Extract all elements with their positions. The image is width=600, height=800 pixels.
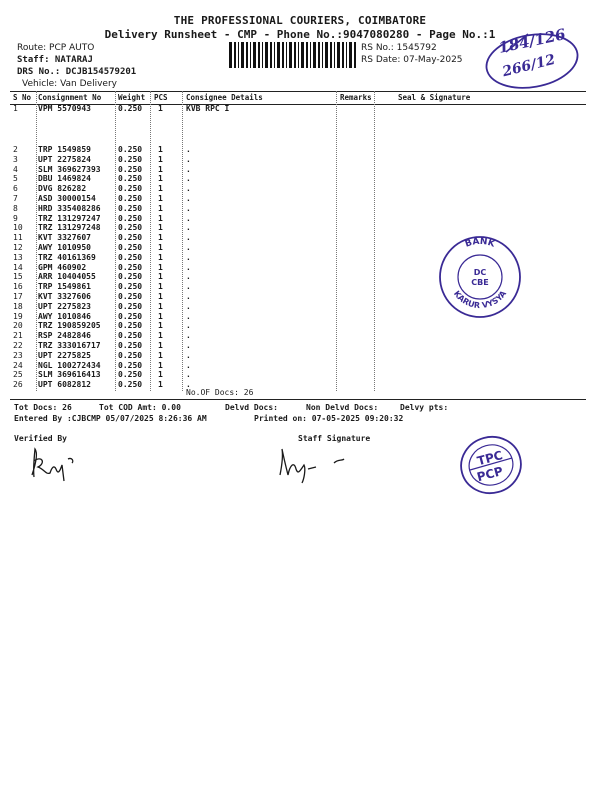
row-pcs: 1 [158,184,163,194]
row-consignment-no: ASD 30000154 [38,194,96,203]
col-remarks: Remarks [340,93,372,102]
row-consignment-no: TRZ 131297247 [38,213,101,223]
row-weight: 0.250 [118,104,143,113]
barcode [229,42,356,68]
row-sno: 4 [13,164,18,174]
table-row [0,223,600,233]
row-consignee-details: . [186,341,191,350]
row-consignment-no: TRZ 190859205 [38,321,101,331]
table-row [0,155,600,165]
row-consignment-no: SLM 369627393 [38,164,101,174]
col-sno: S No [13,93,32,102]
row-sno: 19 [13,311,23,321]
tpc-stamp-bottom-text: PCP [475,463,505,485]
row-consignee-details: KVB RPC I [186,104,230,113]
row-consignee-details: . [186,301,191,311]
printed-on: Printed on: 07-05-2025 09:20:32 [254,414,404,423]
col-consignment: Consignment No [38,93,102,102]
total-cod-amount: Tot COD Amt: 0.00 [99,403,181,412]
row-weight: 0.250 [118,145,143,154]
row-consignee-details: . [186,311,191,321]
row-pcs: 1 [158,243,163,252]
tpc-stamp-top-text: TPC [475,448,505,469]
row-weight: 0.250 [118,301,143,311]
row-consignee-details: . [186,194,191,203]
row-pcs: 1 [158,321,163,331]
row-weight: 0.250 [118,184,143,194]
non-delivered-docs: Non Delvd Docs: [306,403,379,412]
row-weight: 0.250 [118,243,143,252]
row-sno: 16 [13,282,23,292]
row-sno: 1 [13,104,18,113]
total-docs: Tot Docs: 26 [14,403,72,412]
row-consignee-details: . [186,154,191,164]
row-pcs: 1 [158,331,163,341]
row-weight: 0.250 [118,233,143,243]
row-pcs: 1 [158,164,163,174]
row-consignee-details: . [186,370,191,380]
row-consignment-no: DVG 826282 [38,184,87,194]
row-weight: 0.250 [118,341,143,350]
row-weight: 0.250 [118,194,143,203]
row-weight: 0.250 [118,311,143,321]
row-consignment-no: TRZ 131297248 [38,223,101,233]
row-pcs: 1 [158,311,163,321]
row-weight: 0.250 [118,350,143,360]
row-sno: 3 [13,154,18,164]
row-sno: 17 [13,292,23,301]
row-consignment-no: TRZ 333016717 [38,341,101,350]
route-label: Route: PCP AUTO [17,43,95,53]
row-sno: 11 [13,233,23,243]
table-row [0,174,600,184]
table-header [10,91,586,105]
row-weight: 0.250 [118,252,143,262]
row-consignment-no: TRP 1549859 [38,145,91,154]
row-weight: 0.250 [118,174,143,184]
row-consignee-details: . [186,262,191,272]
row-weight: 0.250 [118,331,143,341]
row-weight: 0.250 [118,203,143,213]
row-consignment-no: ARR 10404055 [38,272,96,282]
row-pcs: 1 [158,223,163,233]
row-pcs: 1 [158,154,163,164]
row-pcs: 1 [158,301,163,311]
col-consignee: Consignee Details [186,93,263,102]
delivery-points: Delvy pts: [400,403,449,412]
row-pcs: 1 [158,262,163,272]
footer-separator [10,399,586,400]
col-weight: Weight [118,93,146,102]
row-weight: 0.250 [118,282,143,292]
col-seal-signature: Seal & Signature [398,93,471,102]
row-consignment-no: TRP 1549861 [38,282,91,292]
row-consignee-details: . [186,174,191,184]
row-pcs: 1 [158,252,163,262]
row-consignment-no: UPT 2275823 [38,301,91,311]
tpc-pcp-stamp [458,434,524,496]
number-of-docs: No.OF Docs: 26 [186,388,254,397]
row-sno: 24 [13,360,23,370]
row-pcs: 1 [158,174,163,184]
row-weight: 0.250 [118,164,143,174]
annotation-line-2: 266/12 [500,51,557,81]
row-sno: 26 [13,380,23,390]
row-sno: 12 [13,243,23,252]
row-sno: 7 [13,194,18,203]
delivered-docs: Delvd Docs: [225,403,278,412]
table-row [0,380,600,390]
bank-stamp-center-a: DC [473,268,487,277]
row-consignment-no: UPT 6082812 [38,380,91,390]
row-consignee-details: . [186,272,191,282]
row-consignment-no: TRZ 40161369 [38,252,96,262]
staff-label: Staff: NATARAJ [17,55,93,65]
row-consignment-no: DBU 1469824 [38,174,91,184]
table-row [0,104,600,114]
table-row [0,351,600,361]
row-consignment-no: UPT 2275825 [38,350,91,360]
row-sno: 10 [13,223,23,233]
row-consignee-details: . [186,164,191,174]
row-sno: 6 [13,184,18,194]
row-consignee-details: . [186,360,191,370]
row-pcs: 1 [158,370,163,380]
row-consignee-details: . [186,292,191,301]
bank-stamp-bottom-text: KARUR VYSYA [451,289,509,311]
row-consignment-no: SLM 369616413 [38,370,101,380]
row-sno: 8 [13,203,18,213]
row-sno: 5 [13,174,18,184]
table-row [0,214,600,224]
row-consignee-details: . [186,233,191,243]
staff-signature [274,445,364,485]
row-pcs: 1 [158,341,163,350]
table-row [0,370,600,380]
row-consignee-details: . [186,321,191,331]
row-consignee-details: . [186,213,191,223]
table-row [0,184,600,194]
row-sno: 9 [13,213,18,223]
row-sno: 21 [13,331,23,341]
table-row [0,194,600,204]
row-consignment-no: AWY 1010950 [38,243,91,252]
verified-by-label: Verified By [14,434,67,443]
row-consignee-details: . [186,184,191,194]
row-pcs: 1 [158,203,163,213]
row-consignee-details: . [186,203,191,213]
rs-date: RS Date: 07-May-2025 [361,55,463,65]
row-weight: 0.250 [118,380,143,390]
row-sno: 22 [13,341,23,350]
row-weight: 0.250 [118,292,143,301]
table-row [0,321,600,331]
row-consignment-no: KVT 3327607 [38,233,91,243]
row-sno: 13 [13,252,23,262]
row-consignee-details: . [186,350,191,360]
row-consignee-details: . [186,223,191,233]
table-row [0,361,600,371]
row-weight: 0.250 [118,213,143,223]
staff-signature-label: Staff Signature [298,434,371,443]
row-pcs: 1 [158,213,163,223]
row-consignment-no: HRD 335408286 [38,203,101,213]
row-consignment-no: VPM 5570943 [38,104,91,113]
row-consignee-details: . [186,252,191,262]
row-pcs: 1 [158,233,163,243]
handwritten-annotation [478,25,590,90]
row-weight: 0.250 [118,154,143,164]
row-consignment-no: RSP 2482846 [38,331,91,341]
row-pcs: 1 [158,282,163,292]
row-sno: 23 [13,350,23,360]
row-sno: 25 [13,370,23,380]
table-row [0,331,600,341]
company-name: THE PROFESSIONAL COURIERS, COIMBATORE [173,14,427,27]
bank-stamp-top-text: BANK [463,236,497,250]
row-consignee-details: . [186,282,191,292]
row-weight: 0.250 [118,223,143,233]
drs-number: DRS No.: DCJB154579201 [17,67,137,77]
row-pcs: 1 [158,292,163,301]
vehicle-label: Vehicle: Van Delivery [22,79,117,89]
table-row [0,145,600,155]
bank-stamp-center-b: CBE [471,278,489,287]
row-consignee-details: . [186,380,191,390]
row-pcs: 1 [158,360,163,370]
row-consignment-no: KVT 3327606 [38,292,91,301]
row-sno: 15 [13,272,23,282]
row-consignee-details: . [186,145,191,154]
row-pcs: 1 [158,272,163,282]
row-pcs: 1 [158,145,163,154]
table-row [0,204,600,214]
row-weight: 0.250 [118,262,143,272]
row-consignee-details: . [186,331,191,341]
row-pcs: 1 [158,194,163,203]
bank-seal-stamp [437,234,523,320]
row-pcs: 1 [158,104,163,113]
table-row [0,165,600,175]
rs-number: RS No.: 1545792 [361,43,437,53]
row-consignment-no: UPT 2275824 [38,154,91,164]
row-weight: 0.250 [118,321,143,331]
row-sno: 20 [13,321,23,331]
row-sno: 14 [13,262,23,272]
row-consignment-no: NGL 100272434 [38,360,101,370]
row-consignment-no: AWY 1010846 [38,311,91,321]
col-pcs: PCS [154,93,168,102]
row-sno: 18 [13,301,23,311]
row-consignee-details: . [186,243,191,252]
row-weight: 0.250 [118,360,143,370]
row-weight: 0.250 [118,272,143,282]
row-consignment-no: GPM 460902 [38,262,87,272]
entered-by: Entered By :CJBCMP 05/07/2025 8:26:36 AM [14,414,207,423]
annotation-line-1: 184/126 [496,25,568,57]
row-pcs: 1 [158,380,163,390]
row-sno: 2 [13,145,18,154]
table-row [0,341,600,351]
row-pcs: 1 [158,350,163,360]
verifier-signature [26,445,106,485]
runsheet-title: Delivery Runsheet - CMP - Phone No.:9047080280 - Page No.:1 [104,28,496,41]
row-weight: 0.250 [118,370,143,380]
